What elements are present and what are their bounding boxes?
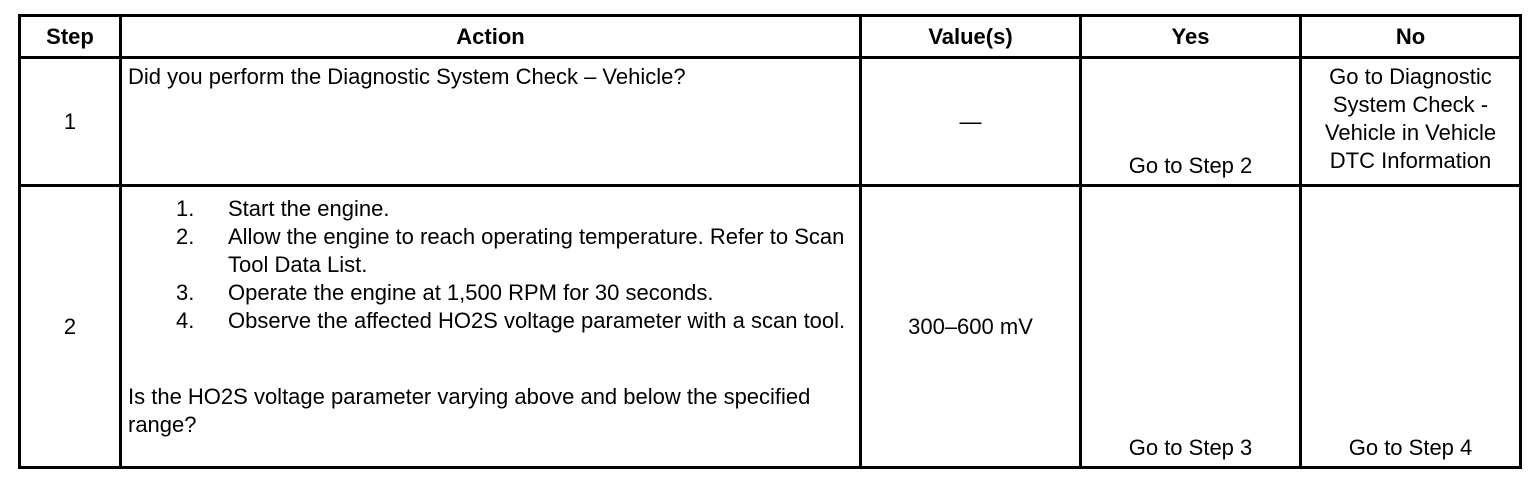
no-cell: Go to Step 4 [1301,186,1521,468]
list-item-number: 1. [176,196,195,221]
action-cell [121,186,861,468]
action-question: Did you perform the Diagnostic System Check – Vehicle? [121,58,861,186]
value-cell: — [861,58,1081,186]
list-item-number: 4. [176,308,195,333]
list-item [176,223,853,279]
list-item-text: Observe the affected HO2S voltage parameter with a scan tool. [228,308,846,333]
action-steps-list [128,195,853,335]
table-row [20,186,1521,468]
value-cell: 300–600 mV [861,186,1081,468]
no-cell: Go to Diagnostic System Check - Vehicle in Vehicle DTC Information [1301,58,1521,186]
step-number: 2 [20,186,121,468]
list-item [176,195,853,223]
list-item-number: 3. [176,280,195,305]
yes-cell: Go to Step 2 [1081,58,1301,186]
table-row [20,58,1521,186]
header-no: No [1301,16,1521,58]
action-question: Is the HO2S voltage parameter varying above and below the specified range? [128,384,811,437]
list-item-text: Operate the engine at 1,500 RPM for 30 seconds. [228,280,714,305]
list-item-text: Start the engine. [228,196,390,221]
header-step: Step [20,16,121,58]
yes-cell: Go to Step 3 [1081,186,1301,468]
list-item [176,307,853,335]
list-item-number: 2. [176,224,195,249]
header-action: Action [121,16,861,58]
table-header-row [20,16,1521,58]
diagnostic-table-container [18,14,1522,469]
step-number: 1 [20,58,121,186]
diagnostic-table [18,14,1522,469]
header-values: Value(s) [861,16,1081,58]
list-item [176,279,853,307]
header-yes: Yes [1081,16,1301,58]
list-item-text: Allow the engine to reach operating temperature. Refer to Scan Tool Data List. [228,224,845,277]
